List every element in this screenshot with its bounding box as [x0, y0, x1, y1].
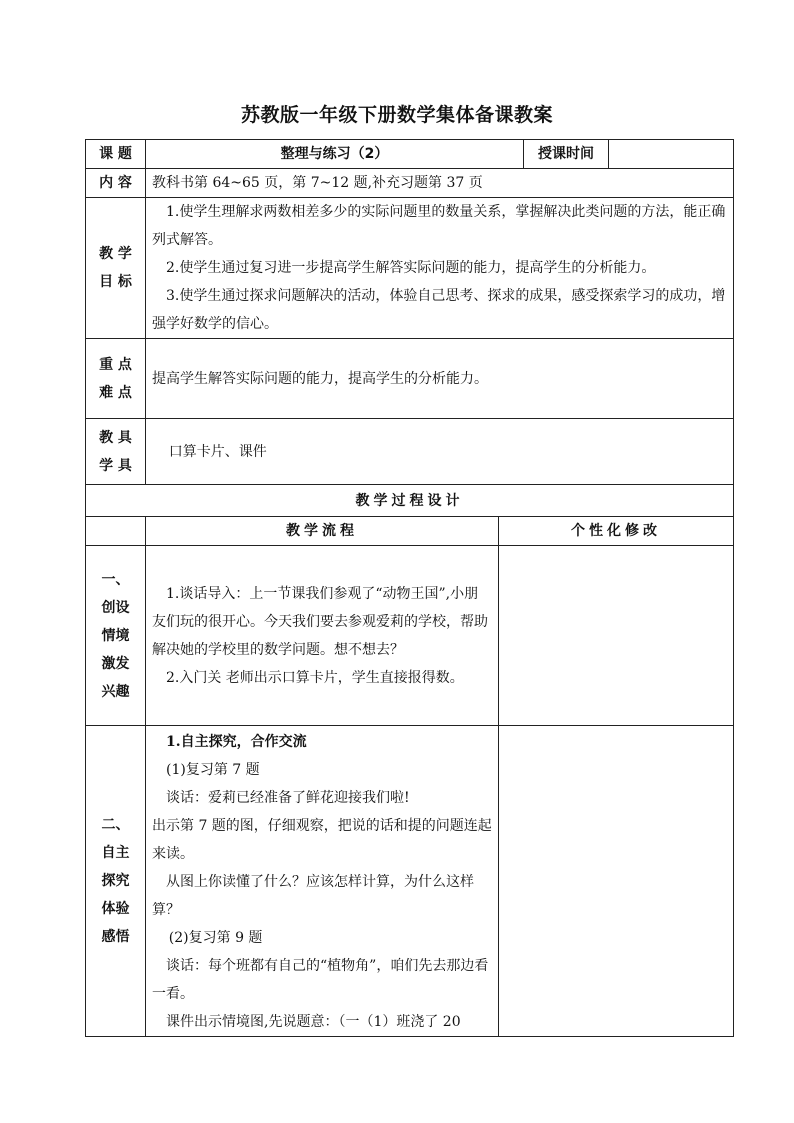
row-objectives: [86, 198, 734, 339]
flow-heading: 1.自主探究，合作交流: [166, 734, 307, 750]
lesson-plan-table: [85, 139, 734, 1037]
objectives-label: 教 学 目 标: [86, 198, 146, 339]
row-process-title: [86, 485, 734, 517]
flow-line: 谈话：爱莉已经准备了鲜花迎接我们啦!: [166, 790, 410, 806]
flow-line: 从图上你读懂了什么？应该怎样计算，为什么这样算？: [152, 874, 474, 918]
phase-1-flow: [146, 546, 499, 726]
flow-line: 出示第 7 题的图，仔细观察，把说的话和提的问题连起来读。: [152, 818, 492, 862]
objective-item: 3.使学生通过探求问题解决的活动，体验自己思考、探求的成果，感受探索学习的成功，增强学好数学的信心。: [152, 288, 726, 332]
flow-line: 1.谈话导入：上一节课我们参观了“动物王国”,小朋友们玩的很开心。今天我们要去参观爱莉的学校，帮助解决她的学校里的数学问题。想不想去？: [152, 585, 488, 658]
phase-1-modify[interactable]: [499, 546, 734, 726]
process-header-blank: [86, 517, 146, 546]
row-phase-1: [86, 546, 734, 726]
key-points-value: 提高学生解答实际问题的能力，提高学生的分析能力。: [146, 339, 734, 419]
content-label: 内 容: [86, 169, 146, 198]
flow-column-header: 教学流程: [146, 517, 499, 546]
phase-2-flow: [146, 726, 499, 1037]
flow-line: 2.入门关 老师出示口算卡片，学生直接报得数。: [166, 669, 464, 686]
flow-line: (2)复习第 9 题: [168, 930, 263, 946]
flow-line: (1)复习第 7 题: [166, 762, 260, 778]
flow-line: 课件出示情境图,先说题意：（一（1）班浇了 20: [166, 1014, 461, 1030]
row-content: [86, 169, 734, 198]
key-points-label: 重 点 难 点: [86, 339, 146, 419]
objectives-content: [146, 198, 734, 339]
flow-line: 谈话：每个班都有自己的“植物角”，咱们先去那边看一看。: [152, 958, 489, 1002]
objective-item: 1.使学生理解求两数相差多少的实际问题里的数量关系，掌握解决此类问题的方法，能正确列式解答。: [152, 204, 726, 248]
tools-value: 口算卡片、课件: [146, 419, 734, 485]
time-value[interactable]: [609, 140, 734, 169]
document-title: 苏教版一年级下册数学集体备课教案: [240, 104, 553, 126]
objective-item: 2.使学生通过复习进一步提高学生解答实际问题的能力，提高学生的分析能力。: [166, 260, 656, 276]
phase-2-modify[interactable]: [499, 726, 734, 1037]
row-process-headers: [86, 517, 734, 546]
phase-1-label: 一、 创设 情境 激发 兴趣: [86, 546, 146, 726]
tools-label: 教 具 学 具: [86, 419, 146, 485]
row-phase-2: [86, 726, 734, 1037]
time-label: 授课时间: [524, 140, 609, 169]
row-key-points: [86, 339, 734, 419]
topic-value: 整理与练习（2）: [146, 140, 524, 169]
content-value: 教科书第 64~65 页，第 7~12 题,补充习题第 37 页: [146, 169, 734, 198]
row-tools: [86, 419, 734, 485]
topic-label: 课 题: [86, 140, 146, 169]
phase-2-label: 二、 自主 探究 体验 感悟: [86, 726, 146, 1037]
process-section-title: 教学过程设计: [86, 485, 734, 517]
modify-column-header: 个性化修改: [499, 517, 734, 546]
row-topic: [86, 140, 734, 169]
